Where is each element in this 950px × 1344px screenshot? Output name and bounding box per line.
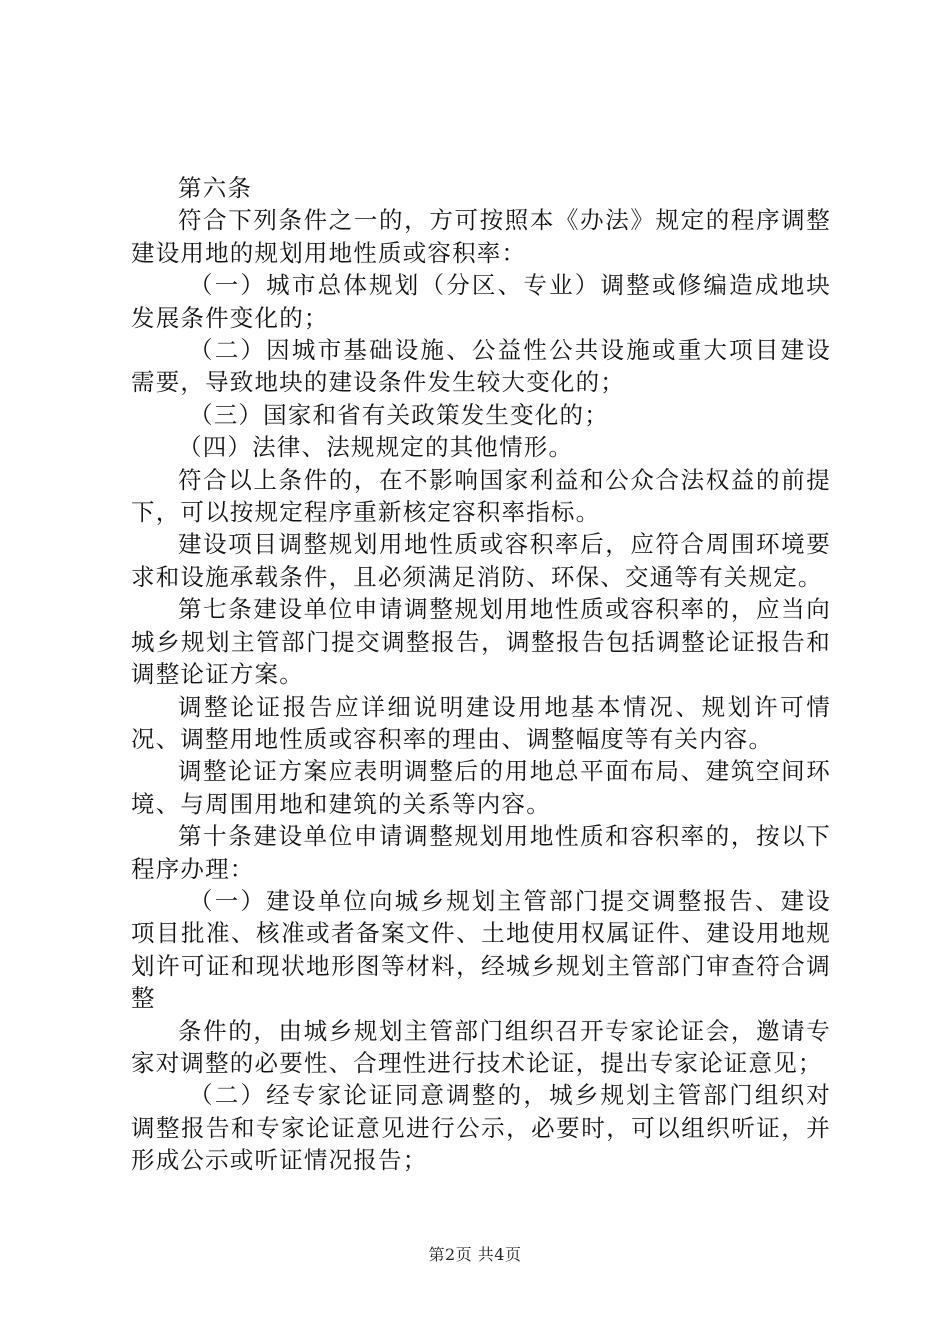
paragraph-report-content: 调整论证报告应详细说明建设用地基本情况、规划许可情况、调整用地性质或容积率的理由、调整幅度等有关内容。	[131, 692, 831, 753]
document-body	[131, 172, 831, 1177]
article-heading-6: 第六条	[178, 174, 253, 202]
condition-item-1: （一）城市总体规划（分区、专业）调整或修编造成地块发展条件变化的；	[131, 271, 831, 332]
paragraph-reassess-ratio: 符合以上条件的，在不影响国家利益和公众合法权益的前提下，可以按规定程序重新核定容积率指标。	[131, 465, 831, 527]
paragraph-environment-requirements: 建设项目调整规划用地性质或容积率后，应符合周围环境要求和设施承载条件，且必须满足消防、环保、交通等有关规定。	[131, 530, 831, 591]
condition-item-2: （二）因城市基础设施、公益性公共设施或重大项目建设需要，导致地块的建设条件发生较大变化的；	[131, 336, 831, 397]
condition-item-4: （四）法律、法规规定的其他情形。	[178, 433, 574, 462]
article-7-paragraph: 第七条建设单位申请调整规划用地性质或容积率的，应当向城乡规划主管部门提交调整报告，调整报告包括调整论证报告和调整论证方案。	[131, 595, 831, 689]
paragraph-plan-content: 调整论证方案应表明调整后的用地总平面布局、建筑空间环境、与周围用地和建筑的关系等内容。	[131, 757, 831, 818]
procedure-item-1-continued: 条件的，由城乡规划主管部门组织召开专家论证会，邀请专家对调整的必要性、合理性进行技术论证，提出专家论证意见；	[131, 1016, 831, 1077]
page-number-footer: 第2页 共4页	[428, 1245, 522, 1264]
procedure-item-1: （一）建设单位向城乡规划主管部门提交调整报告、建设项目批准、核准或者备案文件、土地使用权属证件、建设用地规划许可证和现状地形图等材料，经城乡规划主管部门审查符合调整	[131, 886, 831, 1013]
paragraph-conditions-intro: 符合下列条件之一的，方可按照本《办法》规定的程序调整建设用地的规划用地性质或容积率：	[131, 206, 831, 267]
procedure-item-2: （二）经专家论证同意调整的，城乡规划主管部门组织对调整报告和专家论证意见进行公示，必要时，可以组织听证，并形成公示或听证情况报告；	[131, 1081, 831, 1175]
article-10-paragraph: 第十条建设单位申请调整规划用地性质和容积率的，按以下程序办理：	[131, 822, 831, 883]
condition-item-3: （三）国家和省有关政策发生变化的；	[189, 400, 609, 429]
